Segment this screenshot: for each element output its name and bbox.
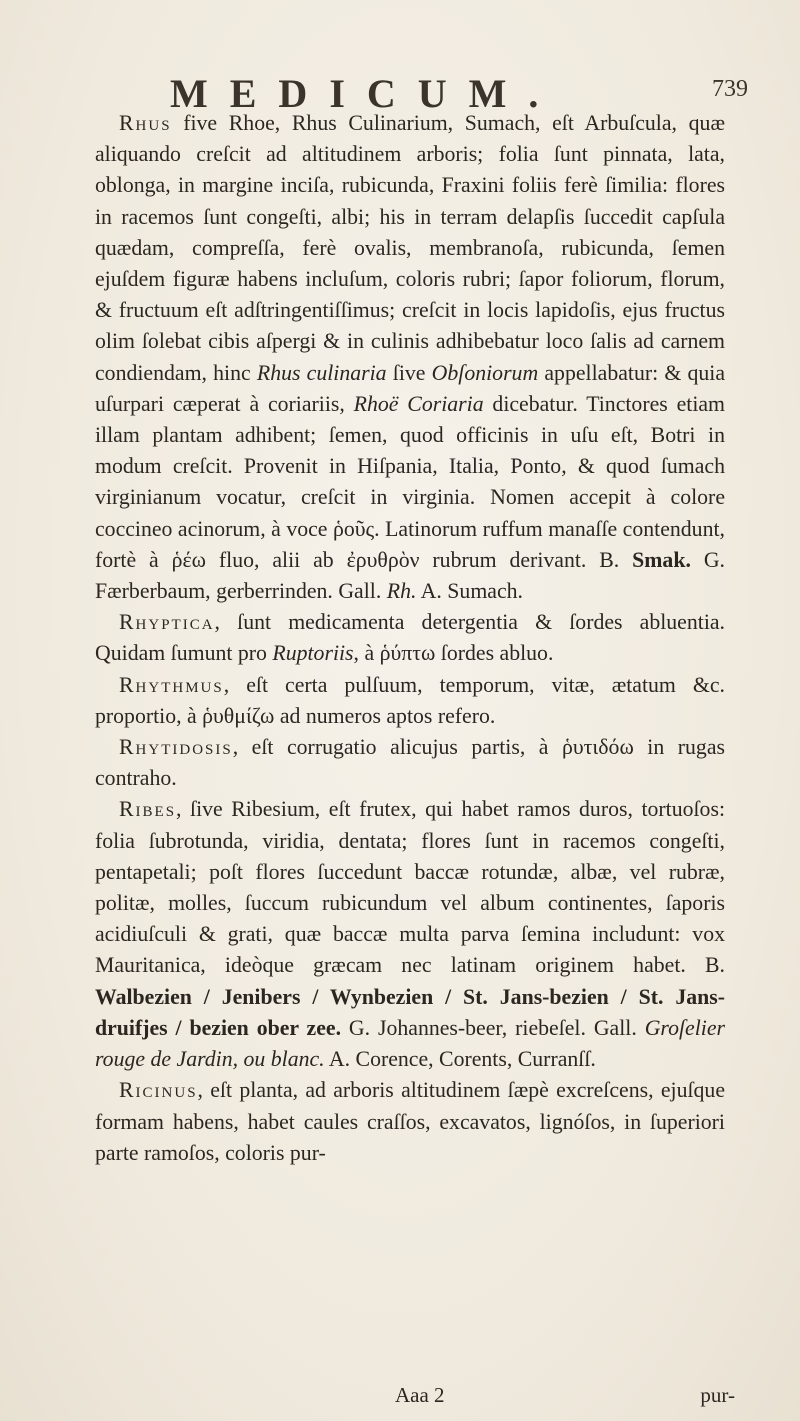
running-title: MEDICUM. bbox=[170, 71, 561, 116]
body-text bbox=[95, 108, 725, 1169]
signature-mark: Aaa 2 bbox=[395, 1383, 445, 1407]
entry-rhythmus: Rhythmus, eſt certa pulſuum, temporum, vitæ, ætatum &c. proportio, à ῥυθμίζω ad numeros aptos refero. bbox=[95, 672, 725, 728]
entry-ricinus: Ricinus, eſt planta, ad arboris altitudinem ſæpè excreſcens, ejuſque formam habens, habet caules craſſos, excavatos, lignóſos, in ſuperiori parte ramoſos, coloris pur- bbox=[95, 1078, 725, 1165]
page-number: 739 bbox=[712, 76, 748, 102]
entry-rhyptica: Rhyptica, ſunt medicamenta detergentia & ſordes abluentia. Quidam ſumunt pro Ruptoriis, à ῥύπτω ſordes abluo. bbox=[95, 610, 725, 666]
catchword: pur- bbox=[700, 1383, 735, 1407]
entry-rhus: Rhus five Rhoe, Rhus Culinarium, Sumach, eſt Arbuſcula, quæ aliquando creſcit ad altitudinem arboris; folia ſunt pinnata, lata, oblonga, in margine inciſa, rubicunda, Fraxini foliis ferè ſimilia: flores in racemos ſunt congeſti, albi; his in terram delapſis ſuccedit capſula quædam, compreſſa, ferè ovalis, membranoſa, rubicunda, ſemen ejuſdem figuræ habens incluſum, coloris rubri; ſapor foliorum, florum, & fructuum eſt adſtringentiſſimus; creſcit in locis lapidoſis, ejus fructus olim ſolebat cibis aſpergi & in culinis adhibebatur loco ſalis ad carnem condiendam, hinc Rhus culinaria ſive Obſoniorum appellabatur: & quia uſurpari cæperat à coriariis, Rhoë Coriaria dicebatur. Tinctores etiam illam plantam adhibent; ſemen, quod officinis in uſu eſt, Botri in modum creſcit. Provenit in Hiſpania, Italia, Ponto, & quod ſumach virginianum vocatur, creſcit in virginia. Nomen accepit à colore coccineo acinorum, à voce ῥοῦς. Latinorum ruffum manaſſe contendunt, fortè à ῥέω fluo, alii ab ἐρυθρὸν rubrum derivant. B. Smak. G. Færberbaum, gerberrinden. Gall. Rh. A. Sumach. bbox=[95, 111, 726, 604]
entry-ribes: Ribes, ſive Ribesium, eſt frutex, qui habet ramos duros, tortuoſos: folia ſubrotunda, viridia, dentata; flores ſunt in racemos congeſti, pentapetali; poſt flores ſuccedunt baccæ rotundæ, albæ, vel rubræ, politæ, molles, ſuccum rubicundum vel album continentes, ſaporis acidiuſculi & grati, quæ baccæ multa parva ſemina includunt: vox Mauritanica, ideòque græcam nec latinam originem habet. B. Walbezien / Jenibers / Wynbezien / St. Jans-bezien / St. Jans-druifjes / bezien ober zee. G. Johannes-beer, riebeſel. Gall. Groſelier rouge de Jardin, ou blanc. A. Corence, Corents, Curranſſ. bbox=[95, 797, 725, 1072]
signature-line bbox=[395, 1383, 735, 1408]
entry-rhytidosis: Rhytidosis, eſt corrugatio alicujus partis, à ῥυτιδόω in rugas contraho. bbox=[95, 735, 725, 791]
